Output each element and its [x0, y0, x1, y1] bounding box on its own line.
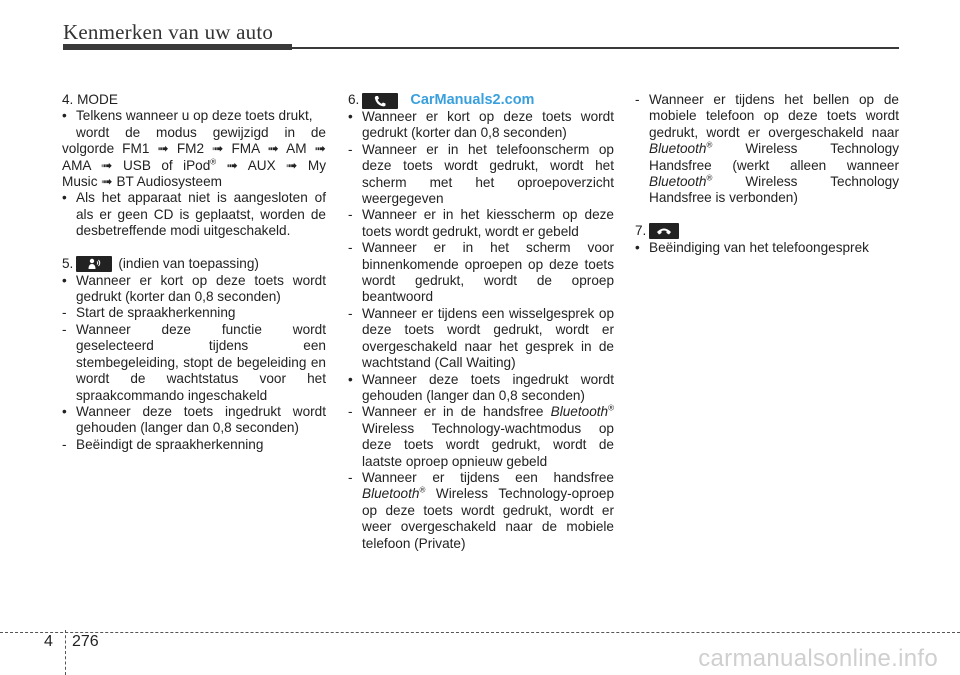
voice-bullet-2 — [62, 404, 326, 437]
dash-mark: - — [62, 436, 67, 452]
chapter-number: 4 — [44, 633, 53, 650]
voice-dash-2-text: Wanneer deze functie wordt geselecteerd tijdens een stembegeleiding, stopt de begeleiding en wordt de wachtstatus voor het spraakcommando ingeschakeld — [76, 321, 326, 403]
bullet-mark: • — [62, 108, 67, 124]
dash-6-post: Wireless Technology-oproep op deze toets wordt gedrukt, wordt er weer overgeschakeld naar de mobiele telefoon (Private) — [362, 486, 614, 551]
voice-dash-3-text: Beëindigt de spraakherkenning — [76, 436, 264, 452]
dash-mark: - — [635, 92, 640, 107]
bluetooth-text: Bluetooth — [362, 486, 420, 502]
bullet-mark: • — [348, 109, 353, 124]
right-dash-1 — [635, 92, 899, 207]
dash-mark: - — [348, 207, 353, 223]
mode-bullet-1-line4 — [62, 158, 326, 174]
page-number: 276 — [72, 633, 99, 650]
end-bullet-1 — [635, 240, 899, 256]
call-dash-3 — [348, 240, 614, 306]
dash-mark: - — [348, 141, 353, 157]
site-watermark[interactable]: carmanualsonline.info — [698, 645, 938, 672]
voice-bullet-2-text: Wanneer deze toets ingedrukt wordt gehouden (langer dan 0,8 seconden) — [76, 403, 326, 436]
bullet-mark: • — [635, 239, 640, 255]
dash-mark: - — [348, 240, 353, 256]
mode-bullet-2-text: Als het apparaat niet is aangesloten of als er geen CD is geplaatst, worden de desbetreffende modi uitgeschakeld. — [76, 190, 326, 239]
mode-bullet-1-line3: volgorde FM1 ➟ FM2 ➟ FMA ➟ AM ➟ — [62, 141, 326, 157]
voice-suffix: (indien van toepassing) — [118, 255, 259, 271]
right-dash-1-post: Wireless Technology Handsfree is verbonden) — [649, 174, 899, 206]
column-right — [635, 92, 899, 256]
end-bullet-1-text: Beëindiging van het telefoongesprek — [649, 239, 869, 255]
footer-vertical-dashed-rule — [65, 630, 66, 675]
mode-bullet-2 — [62, 190, 326, 239]
voice-number: 5. — [62, 255, 74, 271]
mode-line4-b: ➟ AUX ➟ My — [216, 157, 326, 173]
phone-call-icon — [362, 93, 398, 109]
call-dash-4 — [348, 306, 614, 372]
call-dash-2-text: Wanneer er in het kiesscherm op deze toets wordt gedrukt, wordt er gebeld — [362, 207, 614, 239]
end-number: 7. — [635, 223, 647, 239]
call-bullet-1 — [348, 109, 614, 142]
dash-5-pre: Wanneer er in de handsfree — [362, 404, 544, 420]
header-rule-thin — [292, 47, 899, 49]
call-dash-5-text — [362, 404, 614, 470]
column-middle — [348, 92, 614, 552]
voice-section-heading — [62, 256, 326, 273]
registered-mark: ® — [210, 157, 217, 167]
dash-mark: - — [348, 305, 353, 321]
voice-dash-3 — [62, 437, 326, 453]
call-dash-4-text: Wanneer er tijdens een wisselgesprek op deze toets wordt gedrukt, wordt er overgeschakeld naar het gesprek in de wachtstand (Call Waiting) — [362, 305, 614, 371]
right-dash-1-text — [649, 92, 899, 207]
bullet-mark: • — [62, 190, 67, 206]
call-dash-3-text: Wanneer er in het scherm voor binnenkomende oproepen op deze toets wordt gedrukt, wordt de oproep beantwoord — [362, 240, 614, 305]
call-bullet-2-text: Wanneer deze toets ingedrukt wordt gehouden (langer dan 0,8 seconden) — [362, 371, 614, 403]
registered-mark: ® — [419, 485, 426, 495]
bluetooth-text: Bluetooth — [550, 404, 609, 420]
column-left — [62, 92, 326, 453]
header-rule-thick — [63, 44, 292, 50]
mode-bullet-1-line5: Music ➟ BT Audiosysteem — [62, 174, 222, 190]
mode-bullet-1 — [62, 108, 326, 190]
call-number: 6. — [348, 92, 360, 108]
mode-heading: 4. MODE — [62, 92, 118, 107]
dash-mark: - — [348, 404, 353, 420]
call-dash-5 — [348, 404, 614, 470]
carmanuals-watermark[interactable]: CarManuals2.com — [410, 92, 535, 109]
voice-dash-1 — [62, 305, 326, 321]
call-dash-6 — [348, 470, 614, 552]
dash-mark: - — [348, 469, 353, 485]
footer-dashed-rule — [0, 632, 960, 633]
right-dash-1-mid: Wireless Technology Handsfree (werkt alleen wanneer — [649, 141, 899, 173]
bluetooth-text: Bluetooth — [649, 174, 707, 190]
dash-6-pre: Wanneer er tijdens een handsfree — [362, 469, 614, 485]
end-section-heading — [635, 223, 899, 240]
registered-mark: ® — [608, 403, 615, 413]
dash-mark: - — [62, 305, 67, 321]
phone-end-icon — [649, 223, 679, 239]
voice-bullet-1-text: Wanneer er kort op deze toets wordt gedrukt (korter dan 0,8 seconden) — [76, 272, 326, 305]
mode-bullet-1-line1: Telkens wanneer u op deze toets drukt, — [76, 108, 313, 124]
call-dash-1 — [348, 142, 614, 208]
voice-dash-2 — [62, 322, 326, 404]
bullet-mark: • — [62, 403, 67, 419]
voice-command-icon — [76, 256, 112, 272]
dash-mark: - — [62, 321, 67, 337]
mode-line4-a: AMA ➟ USB of iPod — [62, 157, 211, 173]
call-bullet-1-text: Wanneer er kort op deze toets wordt gedrukt (korter dan 0,8 seconden) — [362, 109, 614, 141]
call-section-heading — [348, 92, 614, 109]
right-dash-1-pre: Wanneer er tijdens het bellen op de mobiele telefoon op deze toets wordt gedrukt, wordt er overgeschakeld naar — [649, 92, 899, 140]
call-dash-2 — [348, 207, 614, 240]
page-header-title: Kenmerken van uw auto — [63, 20, 274, 44]
bullet-mark: • — [348, 371, 353, 387]
bullet-mark: • — [62, 272, 67, 288]
registered-mark: ® — [706, 173, 713, 183]
registered-mark: ® — [706, 140, 713, 150]
voice-dash-1-text: Start de spraakherkenning — [76, 305, 236, 321]
voice-bullet-1 — [62, 273, 326, 306]
bluetooth-text: Bluetooth — [649, 141, 707, 157]
mode-bullet-1-line2: wordt de modus gewijzigd in de — [76, 124, 326, 140]
dash-5-post: Wireless Technology-wachtmodus op deze toets wordt gedrukt, wordt de laatste oproep opnieuw gebeld — [362, 420, 614, 469]
call-dash-6-text — [362, 470, 614, 552]
call-dash-1-text: Wanneer er in het telefoonscherm op deze toets wordt gedrukt, wordt het scherm met het oproepoverzicht weergegeven — [362, 141, 614, 207]
call-bullet-2 — [348, 372, 614, 405]
